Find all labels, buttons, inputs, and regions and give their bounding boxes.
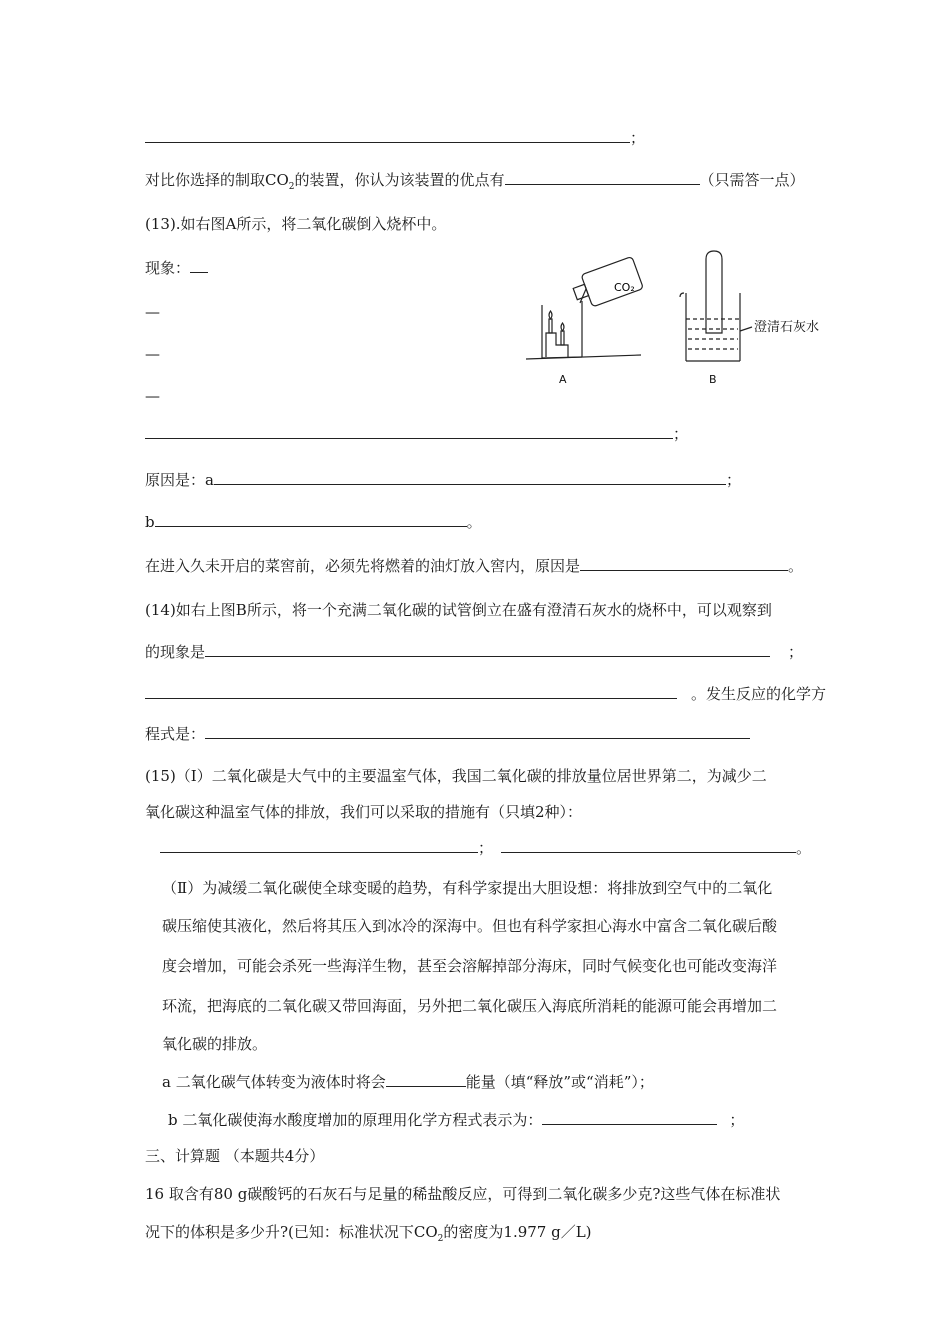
- figure-a-label: A: [559, 373, 567, 386]
- question-advantage: 对比你选择的制取$CO_2$的装置，你认为该装置的优点有 （只需答一点）: [145, 171, 805, 192]
- blank[interactable]: [160, 838, 478, 853]
- paragraph-line: 环流，把海底的二氧化碳又带回海面，另外把二氧化碳压入海底所消耗的能源可能会再增加二: [162, 997, 778, 1015]
- blank[interactable]: [205, 724, 750, 739]
- blank[interactable]: [145, 128, 630, 143]
- question-15-part1-cont: 氧化碳这种温室气体的排放，我们可以采取的措施有（只填2种）：: [145, 803, 583, 821]
- cellar-question: 在进入久未开启的菜窖前，必须先将燃着的油灯放入窖内，原因是 。: [145, 557, 804, 575]
- blank[interactable]: [501, 838, 796, 853]
- dash-line: —: [145, 345, 160, 363]
- figure-a: [526, 256, 643, 359]
- blank[interactable]: [145, 424, 673, 439]
- question-15b: b 二氧化碳使海水酸度增加的原理用化学方程式表示为： ；: [168, 1111, 745, 1129]
- section-heading: 三、计算题 （本题共4分）: [145, 1147, 325, 1165]
- blank[interactable]: [145, 684, 677, 699]
- answer-line-phenomenon: ；: [145, 424, 688, 444]
- dash-line: —: [145, 303, 160, 321]
- flame-upper-icon: [549, 311, 552, 319]
- figure-b: [680, 251, 752, 361]
- answer-line-14: 。发生反应的化学方: [145, 684, 826, 704]
- measures-blanks: ； 。: [160, 838, 811, 858]
- blank[interactable]: [505, 170, 700, 185]
- blank[interactable]: [190, 258, 208, 273]
- dash-line: —: [145, 387, 160, 405]
- question-16: 16 取含有80 g碳酸钙的石灰石与足量的稀盐酸反应，可得到二氧化碳多少克?这些气体在标准状: [145, 1185, 781, 1203]
- reason-b: b 。: [145, 513, 482, 531]
- blank[interactable]: [542, 1110, 717, 1125]
- paragraph-line: 氧化碳的排放。: [162, 1035, 268, 1053]
- experiment-figure: [526, 245, 856, 395]
- step-stand: [546, 333, 568, 357]
- blank[interactable]: [580, 556, 788, 571]
- candle-lower: [561, 331, 564, 345]
- phenomenon-14: 的现象是 ；: [145, 643, 804, 661]
- limewater-label: 澄清石灰水: [754, 320, 820, 335]
- paragraph-line: 碳压缩使其液化，然后将其压入到冰冷的深海中。但也有科学家担心海水中富含二氧化碳后酸: [162, 917, 778, 935]
- pour-stream: [580, 289, 586, 303]
- answer-line-1: ；: [145, 128, 645, 148]
- question-16-cont: 况下的体积是多少升?(已知：标准状况下$CO_2$的密度为1.977 g／L): [145, 1223, 592, 1244]
- test-tube: [706, 251, 722, 333]
- figure-b-label: B: [709, 373, 717, 386]
- question-15-part2: （Ⅱ）为减缓二氧化碳使全球变暖的趋势，有科学家提出大胆设想：将排放到空气中的二氧化: [162, 879, 773, 897]
- question-15a: a 二氧化碳气体转变为液体时将会 能量（填“释放”或“消耗”）；: [162, 1073, 654, 1091]
- blank[interactable]: [386, 1072, 466, 1087]
- paragraph-line: 度会增加，可能会杀死一些海洋生物，甚至会溶解掉部分海床，同时气候变化也可能改变海洋: [162, 957, 778, 975]
- question-14: (14)如右上图B所示，将一个充满二氧化碳的试管倒立在盛有澄清石灰水的烧杯中，可以观察到: [145, 601, 772, 619]
- phenomenon-label: 现象：: [145, 258, 208, 278]
- question-15-part1: (15)（Ⅰ）二氧化碳是大气中的主要温室气体，我国二氧化碳的排放量位居世界第二，为减少二: [145, 767, 767, 785]
- blank[interactable]: [205, 642, 770, 657]
- reason-a: 原因是：a ；: [145, 471, 741, 489]
- blank[interactable]: [214, 470, 726, 485]
- co2-label: CO₂: [614, 281, 635, 294]
- question-13: (13).如右图A所示，将二氧化碳倒入烧杯中。: [145, 215, 447, 233]
- candle-upper: [549, 319, 552, 333]
- equation-14: 程式是：: [145, 724, 750, 744]
- pointer-line: [740, 327, 752, 331]
- blank[interactable]: [155, 512, 467, 527]
- figure-svg: [526, 245, 856, 395]
- flame-lower-icon: [561, 323, 564, 331]
- beaker-b-lip: [680, 293, 684, 297]
